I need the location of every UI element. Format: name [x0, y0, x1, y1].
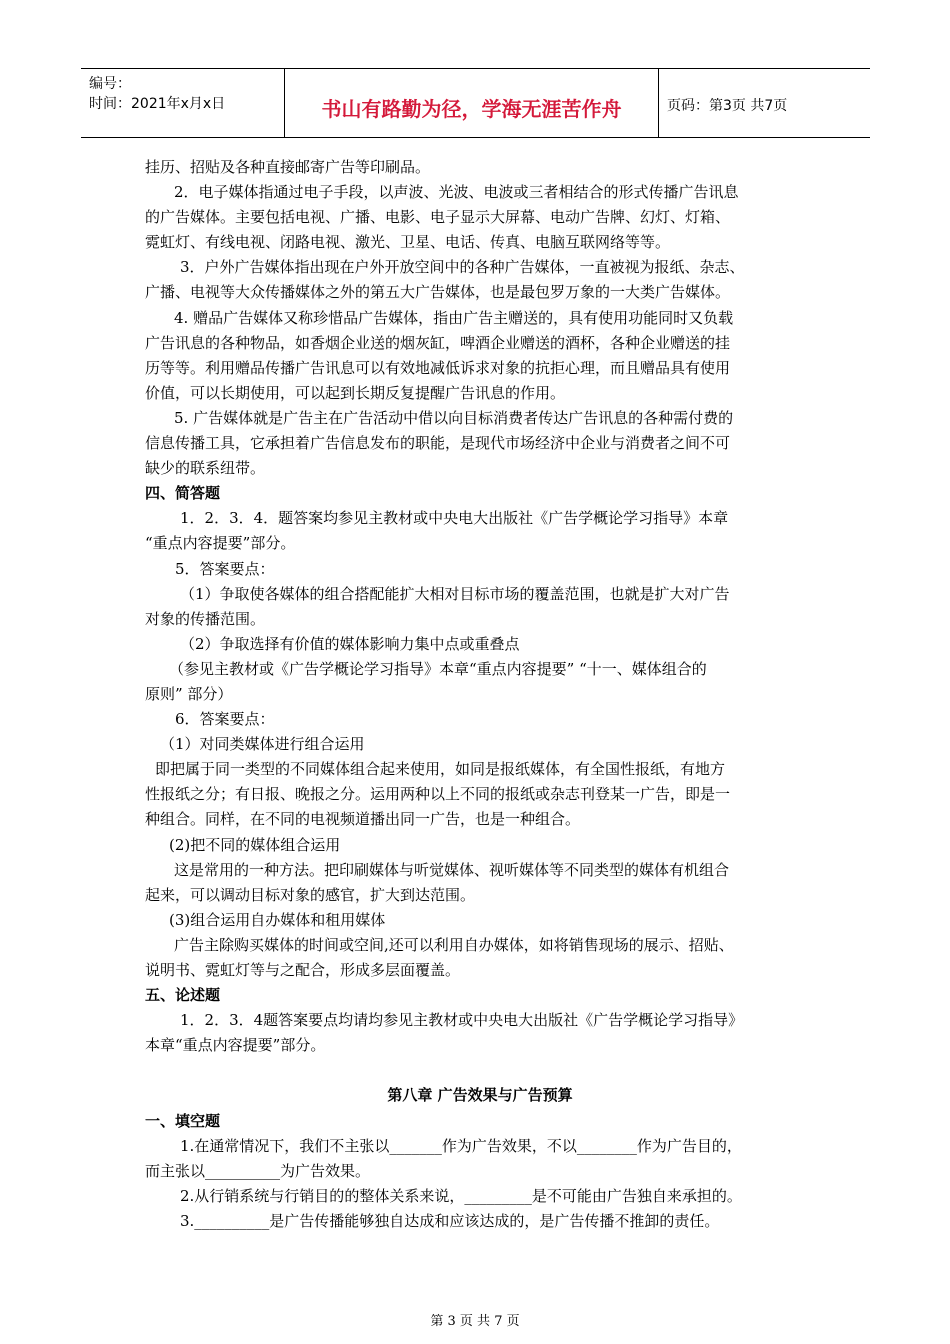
text-line: 原则” 部分）	[145, 684, 233, 703]
chapter-title: 第八章 广告效果与广告预算	[387, 1086, 573, 1105]
number-label: 编号：	[89, 76, 131, 92]
page-footer: 第 3 页 共 7 页	[430, 1314, 520, 1329]
text-line: 4. 赠品广告媒体又称珍惜品广告媒体，指由广告主赠送的，具有使用功能同时又负载	[174, 308, 734, 327]
text-line: 对象的传播范围。	[145, 609, 266, 628]
text-line: (2)把不同的媒体组合运用	[169, 835, 341, 854]
document-body	[145, 155, 815, 1234]
header-motto-cell	[285, 69, 659, 137]
text-line: 6．答案要点：	[175, 710, 275, 729]
section-heading: 一、填空题	[145, 1111, 221, 1130]
page-info: 页码：第3页 共7页	[667, 98, 788, 114]
text-line: 霓虹灯、有线电视、闭路电视、激光、卫星、电话、传真、电脑互联网络等等。	[145, 233, 671, 252]
text-line: (3)组合运用自办媒体和租用媒体	[169, 910, 386, 929]
text-line: 性报纸之分；有日报、晚报之分。运用两种以上不同的报纸或杂志刊登某一广告，即是一	[145, 785, 731, 804]
header-page-cell	[659, 69, 870, 137]
section-heading: 五、论述题	[145, 986, 221, 1005]
text-line: 5．答案要点：	[175, 559, 275, 578]
text-line: 广播、电视等大众传播媒体之外的第五大广告媒体，也是最包罗万象的一大类广告媒体。	[145, 283, 731, 302]
text-line: 价值，可以长期使用，可以起到长期反复提醒广告讯息的作用。	[145, 383, 566, 402]
text-line: 信息传播工具，它承担着广告信息发布的职能，是现代市场经济中企业与消费者之间不可	[145, 434, 731, 453]
text-line: 1．2．3．4．题答案均参见主教材或中央电大出版社《广告学概论学习指导》本章	[180, 509, 729, 528]
text-line: 这是常用的一种方法。把印刷媒体与听觉媒体、视听媒体等不同类型的媒体有机组合	[174, 860, 730, 879]
text-line: 3.__________是广告传播能够独自达成和应该达成的，是广告传播不推卸的责任。	[180, 1211, 720, 1230]
text-line: （1）对同类媒体进行组合运用	[160, 735, 365, 754]
text-line: 说明书、霓虹灯等与之配合，形成多层面覆盖。	[145, 961, 461, 979]
text-line: 挂历、招贴及各种直接邮寄广告等印刷品。	[145, 158, 431, 176]
time-label: 时间：2021年x月x日	[89, 96, 226, 112]
text-line: 即把属于同一类型的不同媒体组合起来使用，如同是报纸媒体，有全国性报纸，有地方	[155, 760, 726, 779]
text-line: 而主张以__________为广告效果。	[145, 1161, 371, 1180]
text-line: 1．2．3．4题答案要点均请均参见主教材或中央电大出版社《广告学概论学习指导》	[180, 1011, 744, 1030]
text-line: （参见主教材或《广告学概论学习指导》本章“重点内容提要” “十一、媒体组合的	[169, 659, 707, 678]
motto: 书山有路勤为径，学海无涯苦作舟	[321, 97, 622, 121]
text-line: 广告主除购买媒体的时间或空间,还可以利用自办媒体，如将销售现场的展示、招贴、	[174, 935, 734, 954]
section-heading: 四、简答题	[145, 484, 221, 503]
text-line: 起来，可以调动目标对象的感官，扩大到达范围。	[145, 885, 476, 904]
text-line: 5. 广告媒体就是广告主在广告活动中借以向目标消费者传达广告讯息的各种需付费的	[174, 408, 734, 427]
text-line: 本章“重点内容提要”部分。	[145, 1036, 326, 1055]
text-line: “重点内容提要”部分。	[145, 534, 296, 553]
text-line: 缺少的联系纽带。	[145, 459, 266, 478]
header-left-cell	[81, 69, 285, 137]
text-line: 历等等。利用赠品传播广告讯息可以有效地减低诉求对象的抗拒心理，而且赠品具有使用	[145, 358, 731, 377]
text-line: 广告讯息的各种物品，如香烟企业送的烟灰缸，啤酒企业赠送的酒杯，各种企业赠送的挂	[145, 333, 731, 352]
text-line: （2）争取选择有价值的媒体影响力集中点或重叠点	[180, 634, 520, 653]
text-line: 3．户外广告媒体指出现在户外开放空间中的各种广告媒体，一直被视为报纸、杂志、	[180, 258, 745, 277]
blank-line	[145, 1058, 815, 1083]
page-header	[81, 68, 870, 138]
text-line: 2．电子媒体指通过电子手段，以声波、光波、电波或三者相结合的形式传播广告讯息	[174, 183, 739, 202]
text-line: 1.在通常情况下，我们不主张以_______作为广告效果，不以________作为广告目的，	[180, 1136, 742, 1155]
text-line: 种组合。同样，在不同的电视频道播出同一广告，也是一种组合。	[145, 810, 581, 829]
text-line: 的广告媒体。主要包括电视、广播、电影、电子显示大屏幕、电动广告牌、幻灯、灯箱、	[145, 208, 731, 227]
text-line: 2.从行销系统与行销目的的整体关系来说，_________是不可能由广告独自来承担的。	[180, 1186, 742, 1205]
text-line: （1）争取使各媒体的组合搭配能扩大相对目标市场的覆盖范围，也就是扩大对广告	[180, 584, 730, 603]
